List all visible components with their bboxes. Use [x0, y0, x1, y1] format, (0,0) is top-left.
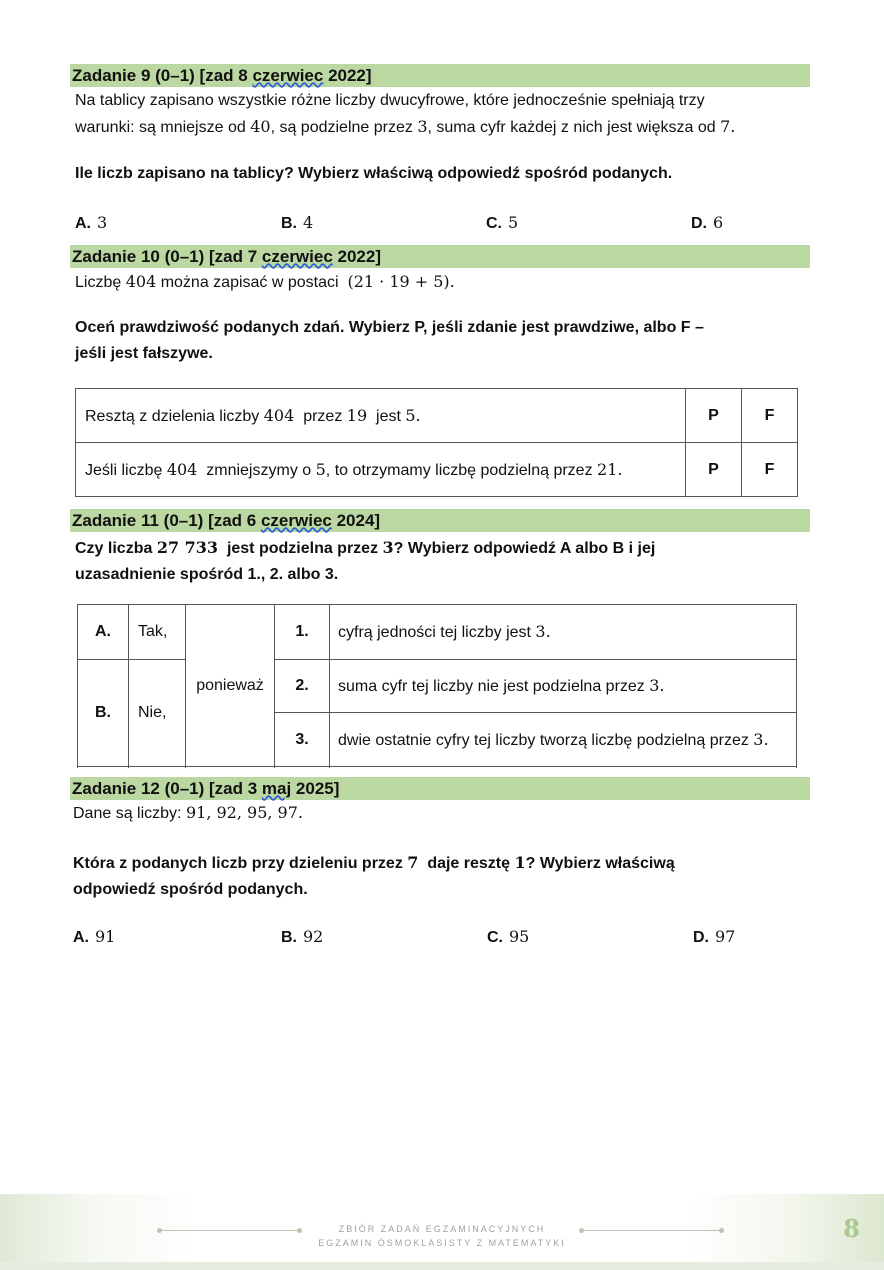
task-9-option-b[interactable]: B. 4: [281, 213, 314, 232]
table-row: [78, 605, 797, 660]
task-9-option-a[interactable]: A. 3: [75, 213, 108, 232]
task-12-option-b[interactable]: B. 92: [281, 927, 324, 946]
statement-1: Resztą z dzielenia liczby 404 przez 19 jest 5.: [76, 389, 686, 443]
task-10-question: Oceń prawdziwość podanych zdań. Wybierz P, jeśli zdanie jest prawdziwe, albo F – jeśli jest fałszywe.: [75, 319, 704, 362]
false-f-2[interactable]: F: [742, 443, 798, 497]
task-12-question: Która z podanych liczb przy dzieleniu przez 7 daje resztę 1? Wybierz właściwą odpowiedź spośród podanych.: [73, 853, 675, 898]
answer-a-text[interactable]: Tak,: [129, 605, 186, 660]
task-11-table: [77, 604, 797, 767]
false-f-1[interactable]: F: [742, 389, 798, 443]
task-12-option-d[interactable]: D. 97: [693, 927, 736, 946]
task-12-title: Zadanie 12 (0–1) [zad 3 maj 2025]: [70, 777, 810, 800]
reason-2-num[interactable]: 2.: [275, 660, 330, 713]
reason-3-num[interactable]: 3.: [275, 713, 330, 767]
reason-1-text: cyfrą jedności tej liczby jest 3.: [330, 605, 797, 660]
table-row: [76, 389, 798, 443]
answer-b-letter[interactable]: B.: [78, 660, 129, 767]
task-9-statement: Na tablicy zapisano wszystkie różne liczby dwucyfrowe, które jednocześnie spełniają trzy warunki: są mniejsze od 40, są podzielne przez 3, suma cyfr każdej z nich jest większa od 7.: [75, 92, 736, 136]
statement-2: Jeśli liczbę 404 zmniejszymy o 5, to otrzymamy liczbę podzielną przez 21.: [76, 443, 686, 497]
true-p-1[interactable]: P: [686, 389, 742, 443]
answer-b-text[interactable]: Nie,: [129, 660, 186, 767]
table-row: [76, 443, 798, 497]
task-11-title: Zadanie 11 (0–1) [zad 6 czerwiec 2024]: [70, 509, 810, 532]
page-footer: [0, 1194, 884, 1270]
task-12-statement: Dane są liczby: 91, 92, 95, 97.: [73, 803, 303, 822]
task-9-option-c[interactable]: C. 5: [486, 213, 519, 232]
reason-3-text: dwie ostatnie cyfry tej liczby tworzą liczbę podzielną przez 3.: [330, 713, 797, 767]
reason-2-text: suma cyfr tej liczby nie jest podzielna przez 3.: [330, 660, 797, 713]
reason-1-num[interactable]: 1.: [275, 605, 330, 660]
answer-a-letter[interactable]: A.: [78, 605, 129, 660]
task-9-title: Zadanie 9 (0–1) [zad 8 czerwiec 2022]: [70, 64, 810, 87]
because-label: ponieważ: [186, 605, 275, 767]
task-11-question: Czy liczba 27 733 jest podzielna przez 3? Wybierz odpowiedź A albo B i jej uzasadnienie spośród 1., 2. albo 3.: [75, 538, 656, 583]
task-12-option-a[interactable]: A. 91: [73, 927, 116, 946]
footer-strip: [0, 1262, 884, 1270]
footer-subtitle: EGZAMIN ÓSMOKLASISTY Z MATEMATYKI: [318, 1238, 566, 1248]
task-10-statement: Liczbę 404 można zapisać w postaci (21 · 19 + 5).: [75, 272, 455, 291]
true-p-2[interactable]: P: [686, 443, 742, 497]
task-9-option-d[interactable]: D. 6: [691, 213, 724, 232]
page-number: 8: [843, 1214, 860, 1243]
task-10-table: [75, 388, 798, 497]
table-row: [78, 660, 797, 690]
task-9-question: Ile liczb zapisano na tablicy? Wybierz właściwą odpowiedź spośród podanych.: [75, 165, 673, 182]
task-12-option-c[interactable]: C. 95: [487, 927, 530, 946]
footer-title: ZBIÓR ZADAŃ EGZAMINACYJNYCH: [338, 1224, 546, 1234]
task-10-title: Zadanie 10 (0–1) [zad 7 czerwiec 2022]: [70, 245, 810, 268]
